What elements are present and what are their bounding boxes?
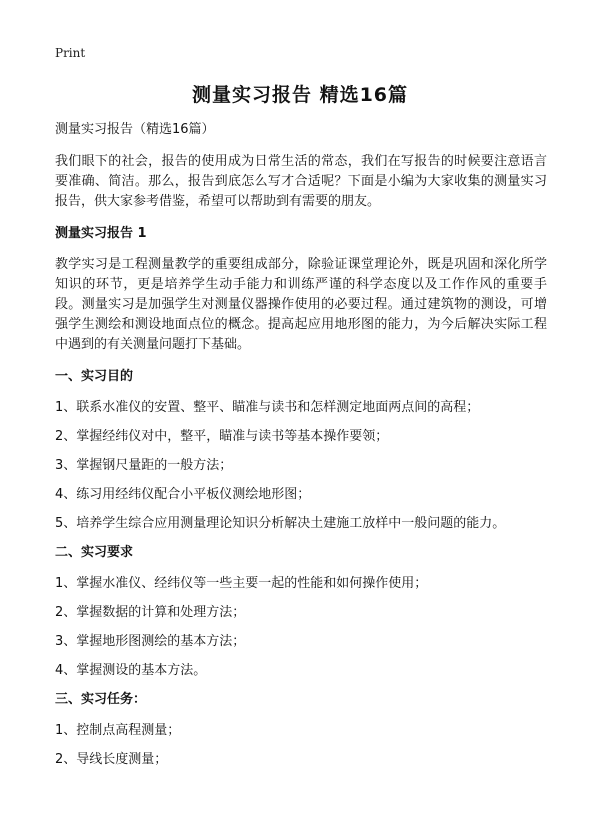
document-body: [55, 120, 547, 779]
list-item: 3、掌握钢尺量距的一般方法；: [55, 458, 233, 473]
list-item: 1、联系水准仪的安置、整平、瞄准与读书和怎样测定地面两点间的高程；: [55, 400, 480, 415]
list-item: 3、掌握地形图测绘的基本方法；: [55, 634, 246, 649]
section-title-requirements: 二、实习要求: [55, 545, 134, 560]
section-title-tasks: 三、实习任务：: [55, 692, 147, 707]
list-item: 4、练习用经纬仪配合小平板仪测绘地形图；: [55, 487, 311, 502]
document-title: 测量实习报告 精选16篇: [191, 84, 409, 106]
list-item: 1、控制点高程测量；: [55, 723, 181, 738]
document-subtitle: 测量实习报告（精选16篇）: [55, 122, 215, 137]
list-item: 2、掌握经纬仪对中，整平，瞄准与读书等基本操作要领；: [55, 429, 389, 444]
list-item: 2、导线长度测量；: [55, 752, 168, 767]
list-item: 4、掌握测设的基本方法。: [55, 663, 207, 678]
intro-paragraph: 我们眼下的社会，报告的使用成为日常生活的常态，我们在写报告的时候要注意语言要准确、简洁。那么，报告到底怎么写才合适呢？下面是小编为大家收集的测量实习报告，供大家参考借鉴，希望可以帮助到有需要的朋友。: [55, 154, 547, 209]
list-item: 1、掌握水准仪、经纬仪等一些主要一起的性能和如何操作使用；: [55, 576, 428, 591]
report-1-paragraph: 教学实习是工程测量教学的重要组成部分，除验证课堂理论外，既是巩固和深化所学知识的环节，更是培养学生动手能力和训练严谨的科学态度以及工作作风的重要手段。测量实习是加强学生对测量仪器操作使用的必要过程。通过建筑物的测设，可增强学生测绘和测设地面点位的概念。提高起应用地形图的能力，为今后解决实际工程中遇到的有关测量问题打下基础。: [55, 257, 547, 352]
section-title-objectives: 一、实习目的: [55, 369, 134, 384]
list-item: 5、培养学生综合应用测量理论知识分析解决土建施工放样中一般问题的能力。: [55, 516, 506, 531]
list-item: 2、掌握数据的计算和处理方法；: [55, 605, 246, 620]
print-label: Print: [55, 46, 86, 60]
report-1-heading: 测量实习报告 1: [55, 226, 147, 241]
